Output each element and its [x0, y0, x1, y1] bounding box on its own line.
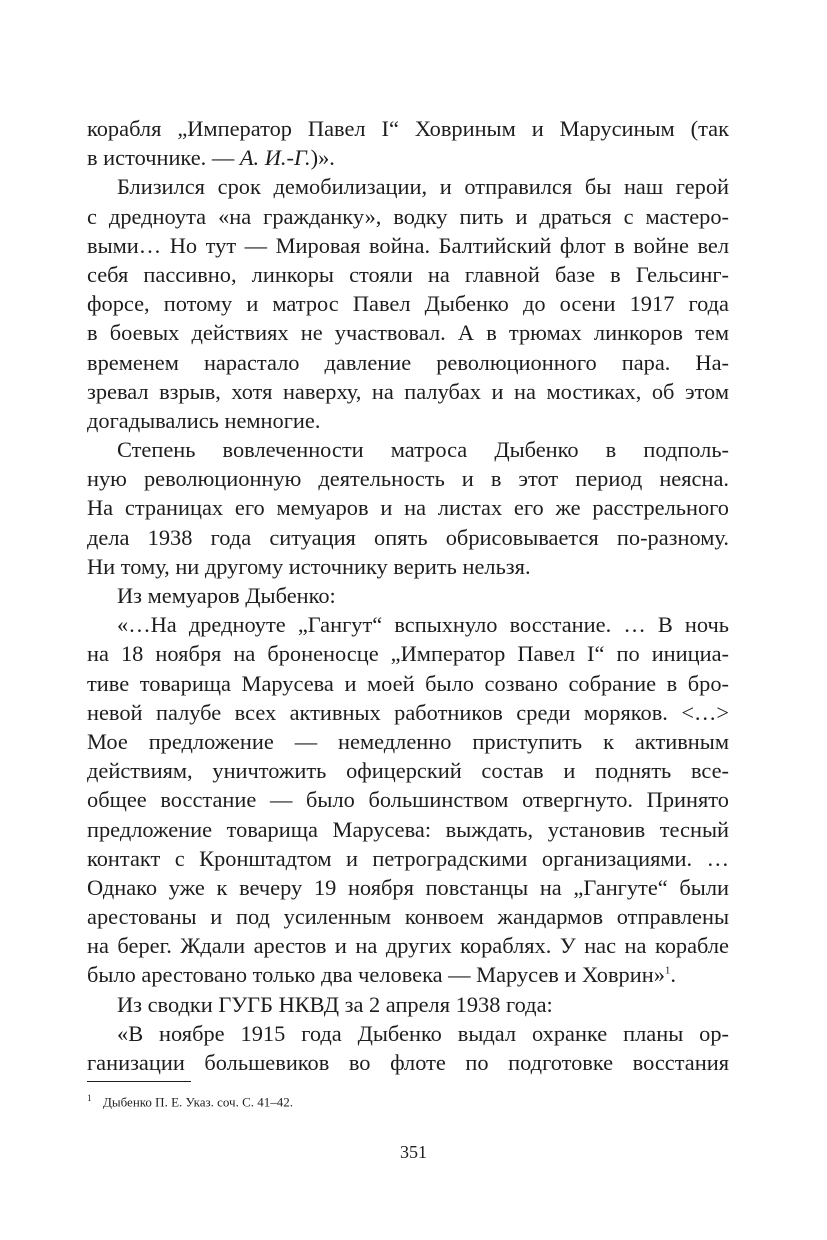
text-line-content: в боевых действиях не участвовал. А в трюмах линкоров тем: [87, 320, 729, 346]
text-line-content: На страницах его мемуаров и на листах его же расстрельного: [87, 495, 729, 521]
text-line: [87, 698, 729, 727]
text-line-content: Ни тому, ни другому источнику верить нельзя.: [87, 553, 531, 579]
text-line-content: Из мемуаров Дыбенко:: [117, 583, 336, 608]
text-line-content: Степень вовлеченности матроса Дыбенко в подполь-: [117, 437, 729, 463]
text-line: [87, 727, 729, 756]
text-line: [87, 639, 729, 668]
text-line-content: Близился срок демобилизации, и отправился бы наш герой: [117, 174, 729, 200]
text-line-content: ную революционную деятельность и в этот период неясна.: [87, 466, 729, 492]
text-line-content: арестованы и под усиленным конвоем жандармов отправлены: [87, 904, 729, 930]
text-line-content: выми… Но тут — Мировая война. Балтийский флот в войне вел: [87, 232, 729, 258]
text-line: [87, 523, 729, 552]
text-line-content: догадывались немногие.: [87, 407, 321, 433]
text-line-content: контакт с Кронштадтом и петроградскими организациями. …: [87, 845, 729, 871]
text-line-content: «…На дредноуте „Гангут“ вспыхнуло восстание. … В ночь: [117, 612, 729, 638]
text-line: [87, 464, 729, 493]
text-line: [87, 435, 729, 464]
text-line-content: корабля „Император Павел I“ Ховриным и Марусиным (так: [87, 116, 729, 141]
text-line: [87, 1019, 729, 1048]
text-line: [87, 318, 729, 347]
page-number: 351: [400, 1142, 427, 1162]
text-line: [87, 114, 729, 143]
text-line-content: Мое предложение — немедленно приступить к активным: [87, 728, 729, 754]
text-line-content: дела 1938 года ситуация опять обрисовывается по-разному.: [87, 524, 729, 550]
text-line: [87, 377, 729, 406]
text-line: [87, 493, 729, 522]
text-line: [87, 260, 729, 289]
text-line: [87, 815, 729, 844]
text-line-content: предложение товарища Марусева: выждать, установив тесный: [87, 816, 729, 842]
text-line: [87, 552, 729, 581]
text-line: [87, 610, 729, 639]
text-line: [87, 202, 729, 231]
text-line-content: Однако уже к вечеру 19 ноября повстанцы на „Гангуте“ были: [87, 874, 729, 900]
text-line-content: зревал взрыв, хотя наверху, на палубах и на мостиках, об этом: [87, 378, 729, 404]
text-line-content: временем нарастало давление революционного пара. На-: [87, 349, 729, 375]
text-line-content: форсе, потому и матрос Павел Дыбенко до осени 1917 года: [87, 291, 729, 317]
text-line-content: Из сводки ГУГБ НКВД за 2 апреля 1938 года:: [117, 991, 553, 1017]
text-line-content: общее восстание — было большинством отвергнуто. Принято: [87, 787, 729, 813]
text-line: [87, 581, 729, 610]
text-line-content: было арестовано только два человека — Марусев и Ховрин»: [87, 962, 665, 988]
footnote-number: 1: [87, 1093, 92, 1103]
text-line-content: в источнике. —: [87, 145, 240, 171]
text-line: [87, 289, 729, 318]
text-line-content: ганизации большевиков во флоте по подготовке восстания: [87, 1050, 729, 1075]
text-line: [87, 902, 729, 931]
text-line-content: на 18 ноября на броненосце „Император Павел I“ по инициа-: [87, 641, 729, 667]
footnote-text: Дыбенко П. Е. Указ. соч. С. 41–42.: [103, 1094, 293, 1110]
text-line-content: действиям, уничтожить офицерский состав и поднять все-: [87, 758, 729, 784]
text-line: [87, 873, 729, 902]
footnote-separator: [87, 1081, 191, 1082]
text-line: [87, 960, 729, 989]
text-line-content: с дредноута «на гражданку», водку пить и драться с мастеро-: [87, 203, 729, 229]
text-line: [87, 990, 729, 1019]
text-line-content: «В ноябре 1915 года Дыбенко выдал охранке планы ор-: [117, 1020, 729, 1046]
text-line: [87, 231, 729, 260]
text-line: [87, 785, 729, 814]
footnote: [87, 1089, 729, 1111]
text-line-content: тиве товарища Марусева и моей было созвано собрание в бро-: [87, 670, 729, 696]
text-line: [87, 844, 729, 873]
text-line-content: себя пассивно, линкоры стояли на главной базе в Гельсинг-: [87, 261, 729, 287]
text-line: [87, 669, 729, 698]
text-line: [87, 406, 729, 435]
text-line-content: на берег. Ждали арестов и на других кораблях. У нас на корабле: [87, 933, 729, 959]
body-text: [87, 114, 729, 1077]
text-line-tail: )».: [310, 145, 335, 171]
text-line: [87, 348, 729, 377]
text-line-content: невой палубе всех активных работников среди моряков. <…>: [87, 699, 729, 725]
text-line: [87, 172, 729, 201]
text-line: [87, 1048, 729, 1077]
text-line: [87, 756, 729, 785]
text-line-tail: .: [670, 962, 677, 988]
footnote-marker: 1: [664, 964, 671, 977]
italic-initials: А. И.-Г.: [239, 145, 311, 171]
text-line: [87, 143, 729, 172]
text-line: [87, 931, 729, 960]
